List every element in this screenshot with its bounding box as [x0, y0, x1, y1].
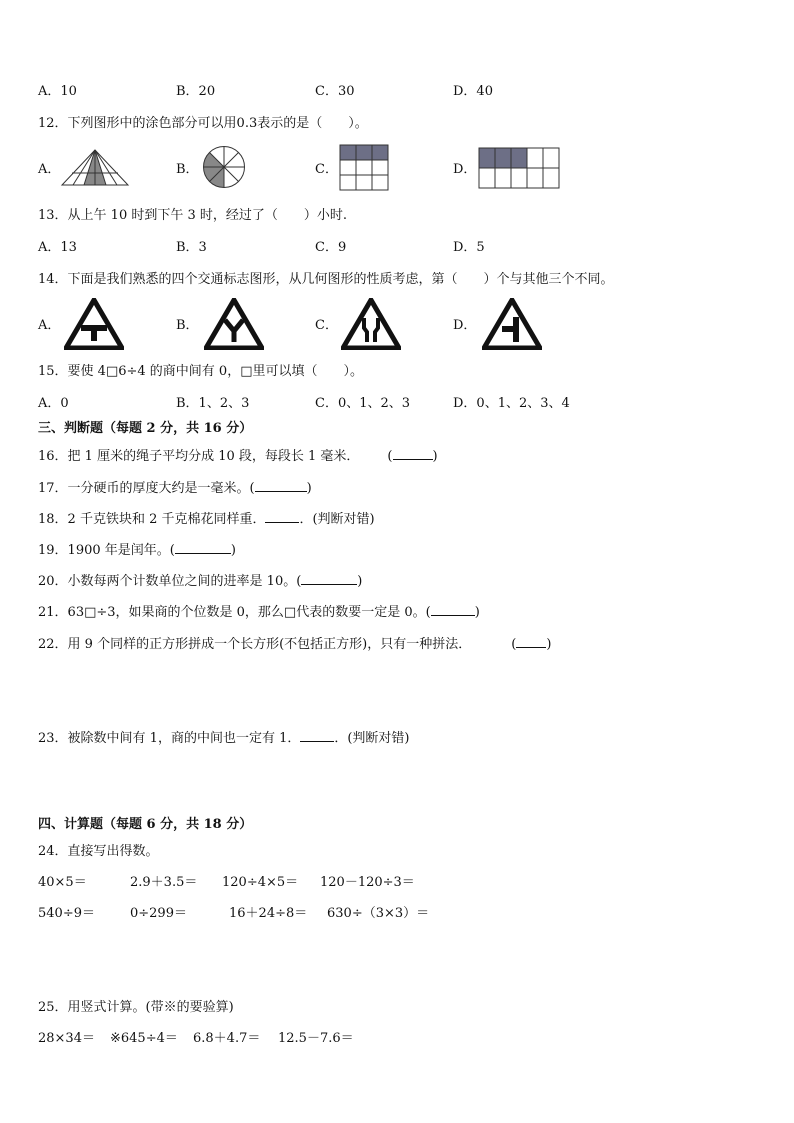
q24-r2-expr2: 0÷299＝: [130, 906, 187, 921]
judge-item-23-text: 23．被除数中间有 1，商的中间也一定有 1．: [38, 731, 301, 746]
q25-expr3: 6.8＋4.7＝: [193, 1031, 261, 1046]
q25-expr1: 28×34＝: [38, 1031, 95, 1046]
q13-option-b: B．3: [176, 240, 207, 255]
q14-label-a: A．: [38, 318, 61, 333]
section-4-heading: 四、计算题（每题 6 分，共 18 分）: [38, 817, 253, 832]
q12-stem: 12．下列图形中的涂色部分可以用0.3表示的是（ ）。: [38, 116, 368, 131]
q13-option-d: D．5: [453, 240, 485, 255]
judge-item-22: 22．用 9 个同样的正方形拼成一个长方形(不包括正方形)，只有一种拼法． ( ): [38, 637, 552, 652]
q15-option-a: A．0: [38, 396, 69, 411]
q24-r1-expr4: 120－120÷3＝: [320, 875, 415, 890]
answer-blank[interactable]: [175, 541, 231, 554]
judge-item-23-tail: ．(判断对错): [334, 731, 410, 746]
q24-r1-expr2: 2.9＋3.5＝: [130, 875, 198, 890]
q24-r1-expr3: 120÷4×5＝: [222, 875, 299, 890]
q13-option-c: C．9: [315, 240, 347, 255]
q15-option-c: C．0、1、2、3: [315, 396, 411, 411]
judge-item-19-text: 19．1900 年是闰年。: [38, 543, 170, 558]
q24-r1-expr1: 40×5＝: [38, 875, 87, 890]
q11-option-d: D．40: [453, 84, 493, 99]
q15-stem: 15．要使 4□6÷4 的商中间有 0，□里可以填（ ）。: [38, 364, 363, 379]
judge-item-21-text: 21．63□÷3，如果商的个位数是 0，那么□代表的数要一定是 0。: [38, 605, 426, 620]
judge-item-22-text: 22．用 9 个同样的正方形拼成一个长方形(不包括正方形)，只有一种拼法．: [38, 637, 472, 652]
q24-r2-expr4: 630÷（3×3）＝: [327, 906, 430, 921]
judge-item-20-text: 20．小数每两个计数单位之间的进率是 10。: [38, 574, 297, 589]
q24-r2-expr3: 16＋24÷8＝: [229, 906, 308, 921]
judge-item-18: [38, 510, 375, 528]
q15-option-b: B．1、2、3: [176, 396, 250, 411]
q14-label-c: C．: [315, 318, 338, 333]
section-3-heading: 三、判断题（每题 2 分，共 16 分）: [38, 421, 253, 436]
q15-option-d: D．0、1、2、3、4: [453, 396, 570, 411]
q25-stem: 25．用竖式计算。(带※的要验算): [38, 1000, 234, 1015]
q14-label-b: B．: [176, 318, 199, 333]
answer-blank[interactable]: [300, 729, 334, 742]
judge-item-16: 16．把 1 厘米的绳子平均分成 10 段，每段长 1 毫米． ( ): [38, 449, 438, 464]
q12-label-c: C．: [315, 162, 338, 177]
answer-blank[interactable]: [393, 447, 433, 460]
judge-item-17-text: 17．一分硬币的厚度大约是一毫米。: [38, 481, 250, 496]
judge-item-23: [38, 729, 410, 747]
judge-item-20: 20．小数每两个计数单位之间的进率是 10。( ): [38, 574, 363, 589]
judge-item-17: 17．一分硬币的厚度大约是一毫米。( ): [38, 481, 312, 496]
traffic-sign-d-side-road-icon: [482, 298, 542, 350]
traffic-sign-a-t-junction-icon: [64, 298, 124, 350]
answer-blank[interactable]: [431, 603, 475, 616]
answer-blank[interactable]: [301, 572, 357, 585]
judge-item-21: 21．63□÷3，如果商的个位数是 0，那么□代表的数要一定是 0。( ): [38, 605, 480, 620]
q12-figure-a-triangle: [60, 148, 130, 188]
q13-option-a: A．13: [38, 240, 77, 255]
q12-figure-c-grid: [339, 144, 389, 192]
judge-item-18-tail: ．(判断对错): [299, 512, 375, 527]
q12-figure-b-circle: [200, 143, 248, 191]
q11-option-c: C．30: [315, 84, 355, 99]
q12-label-d: D．: [453, 162, 477, 177]
q25-expr4: 12.5－7.6＝: [278, 1031, 354, 1046]
answer-blank[interactable]: [265, 510, 299, 523]
traffic-sign-c-road-narrows-icon: [341, 298, 401, 350]
traffic-sign-b-y-junction-icon: [204, 298, 264, 350]
q25-expr2: ※645÷4＝: [110, 1031, 178, 1046]
q13-stem: 13．从上午 10 时到下午 3 时，经过了（ ）小时.: [38, 208, 348, 223]
answer-blank[interactable]: [255, 479, 307, 492]
judge-item-18-text: 18．2 千克铁块和 2 千克棉花同样重．: [38, 512, 266, 527]
q12-label-b: B．: [176, 162, 199, 177]
judge-item-16-text: 16．把 1 厘米的绳子平均分成 10 段，每段长 1 毫米．: [38, 449, 360, 464]
q11-option-b: B．20: [176, 84, 216, 99]
q24-r2-expr1: 540÷9＝: [38, 906, 95, 921]
q14-label-d: D．: [453, 318, 477, 333]
judge-item-19: 19．1900 年是闰年。( ): [38, 543, 236, 558]
answer-blank[interactable]: [516, 635, 546, 648]
q12-figure-d-grid: [478, 147, 560, 189]
q14-stem: 14．下面是我们熟悉的四个交通标志图形，从几何图形的性质考虑，第（ ）个与其他三个不同。: [38, 272, 614, 287]
q12-label-a: A．: [38, 162, 61, 177]
q24-stem: 24．直接写出得数。: [38, 844, 159, 859]
q11-option-a: A．10: [38, 84, 77, 99]
